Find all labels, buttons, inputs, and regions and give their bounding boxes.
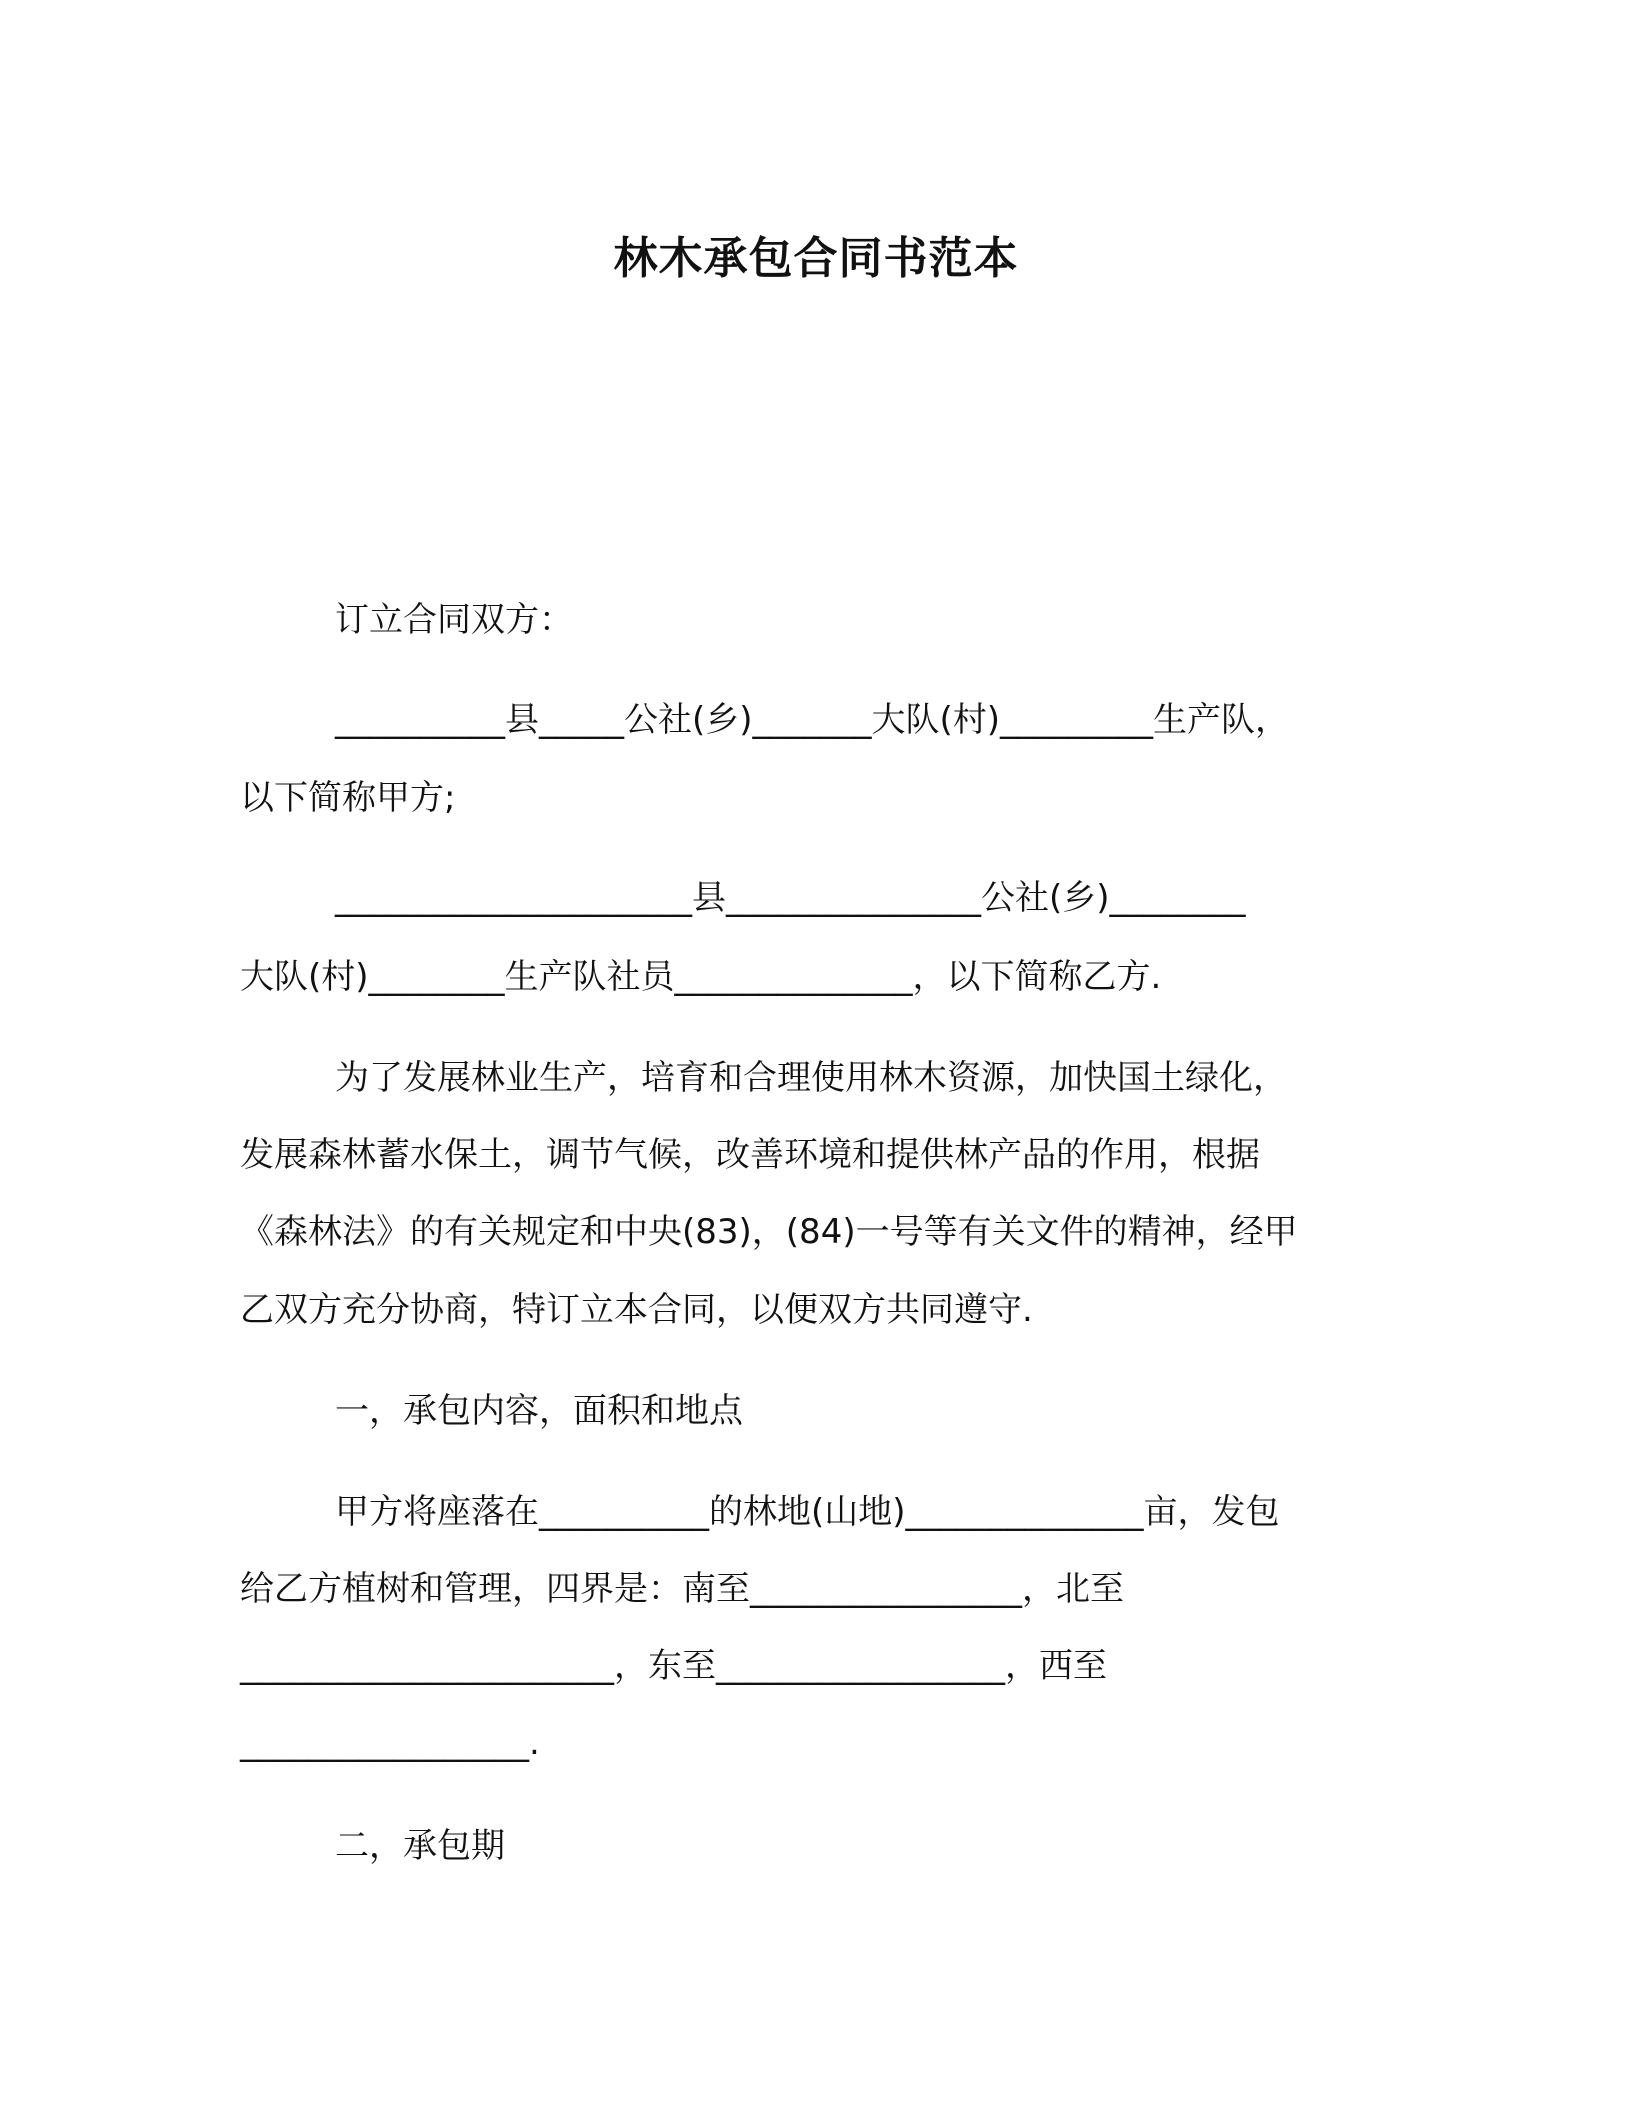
purpose-line-4: 乙双方充分协商，特订立本合同，以便双方共同遵守. (240, 1290, 1033, 1330)
section-2-heading: 二，承包期 (335, 1826, 505, 1866)
purpose-line-3: 《森林法》的有关规定和中央(83)，(84)一号等有关文件的精神，经甲 (240, 1212, 1298, 1252)
section-1-heading: 一，承包内容，面积和地点 (335, 1391, 743, 1431)
party-a-line-1: __________县_____公社(乡)_______大队(村)_________生产队， (335, 700, 1290, 740)
party-b-line-1: _____________________县_______________公社(乡)________ (335, 878, 1246, 918)
party-b-line-2: 大队(村)________生产队社员______________，以下简称乙方. (240, 957, 1162, 997)
purpose-line-1: 为了发展林业生产，培育和合理使用林木资源，加快国土绿化， (335, 1058, 1287, 1098)
section-1-line-3: ______________________，东至_________________，西至 (240, 1646, 1107, 1686)
document-title: 林木承包合同书范本 (613, 233, 1019, 284)
section-1-line-4: _________________. (240, 1723, 540, 1763)
section-1-line-1: 甲方将座落在__________的林地(山地)______________亩，发包 (335, 1492, 1280, 1532)
parties-heading: 订立合同双方： (335, 600, 573, 640)
section-1-line-2: 给乙方植树和管理，四界是：南至________________，北至 (240, 1569, 1124, 1609)
purpose-line-2: 发展森林蓄水保土，调节气候，改善环境和提供林产品的作用，根据 (240, 1135, 1260, 1175)
party-a-line-2: 以下简称甲方; (240, 778, 456, 818)
